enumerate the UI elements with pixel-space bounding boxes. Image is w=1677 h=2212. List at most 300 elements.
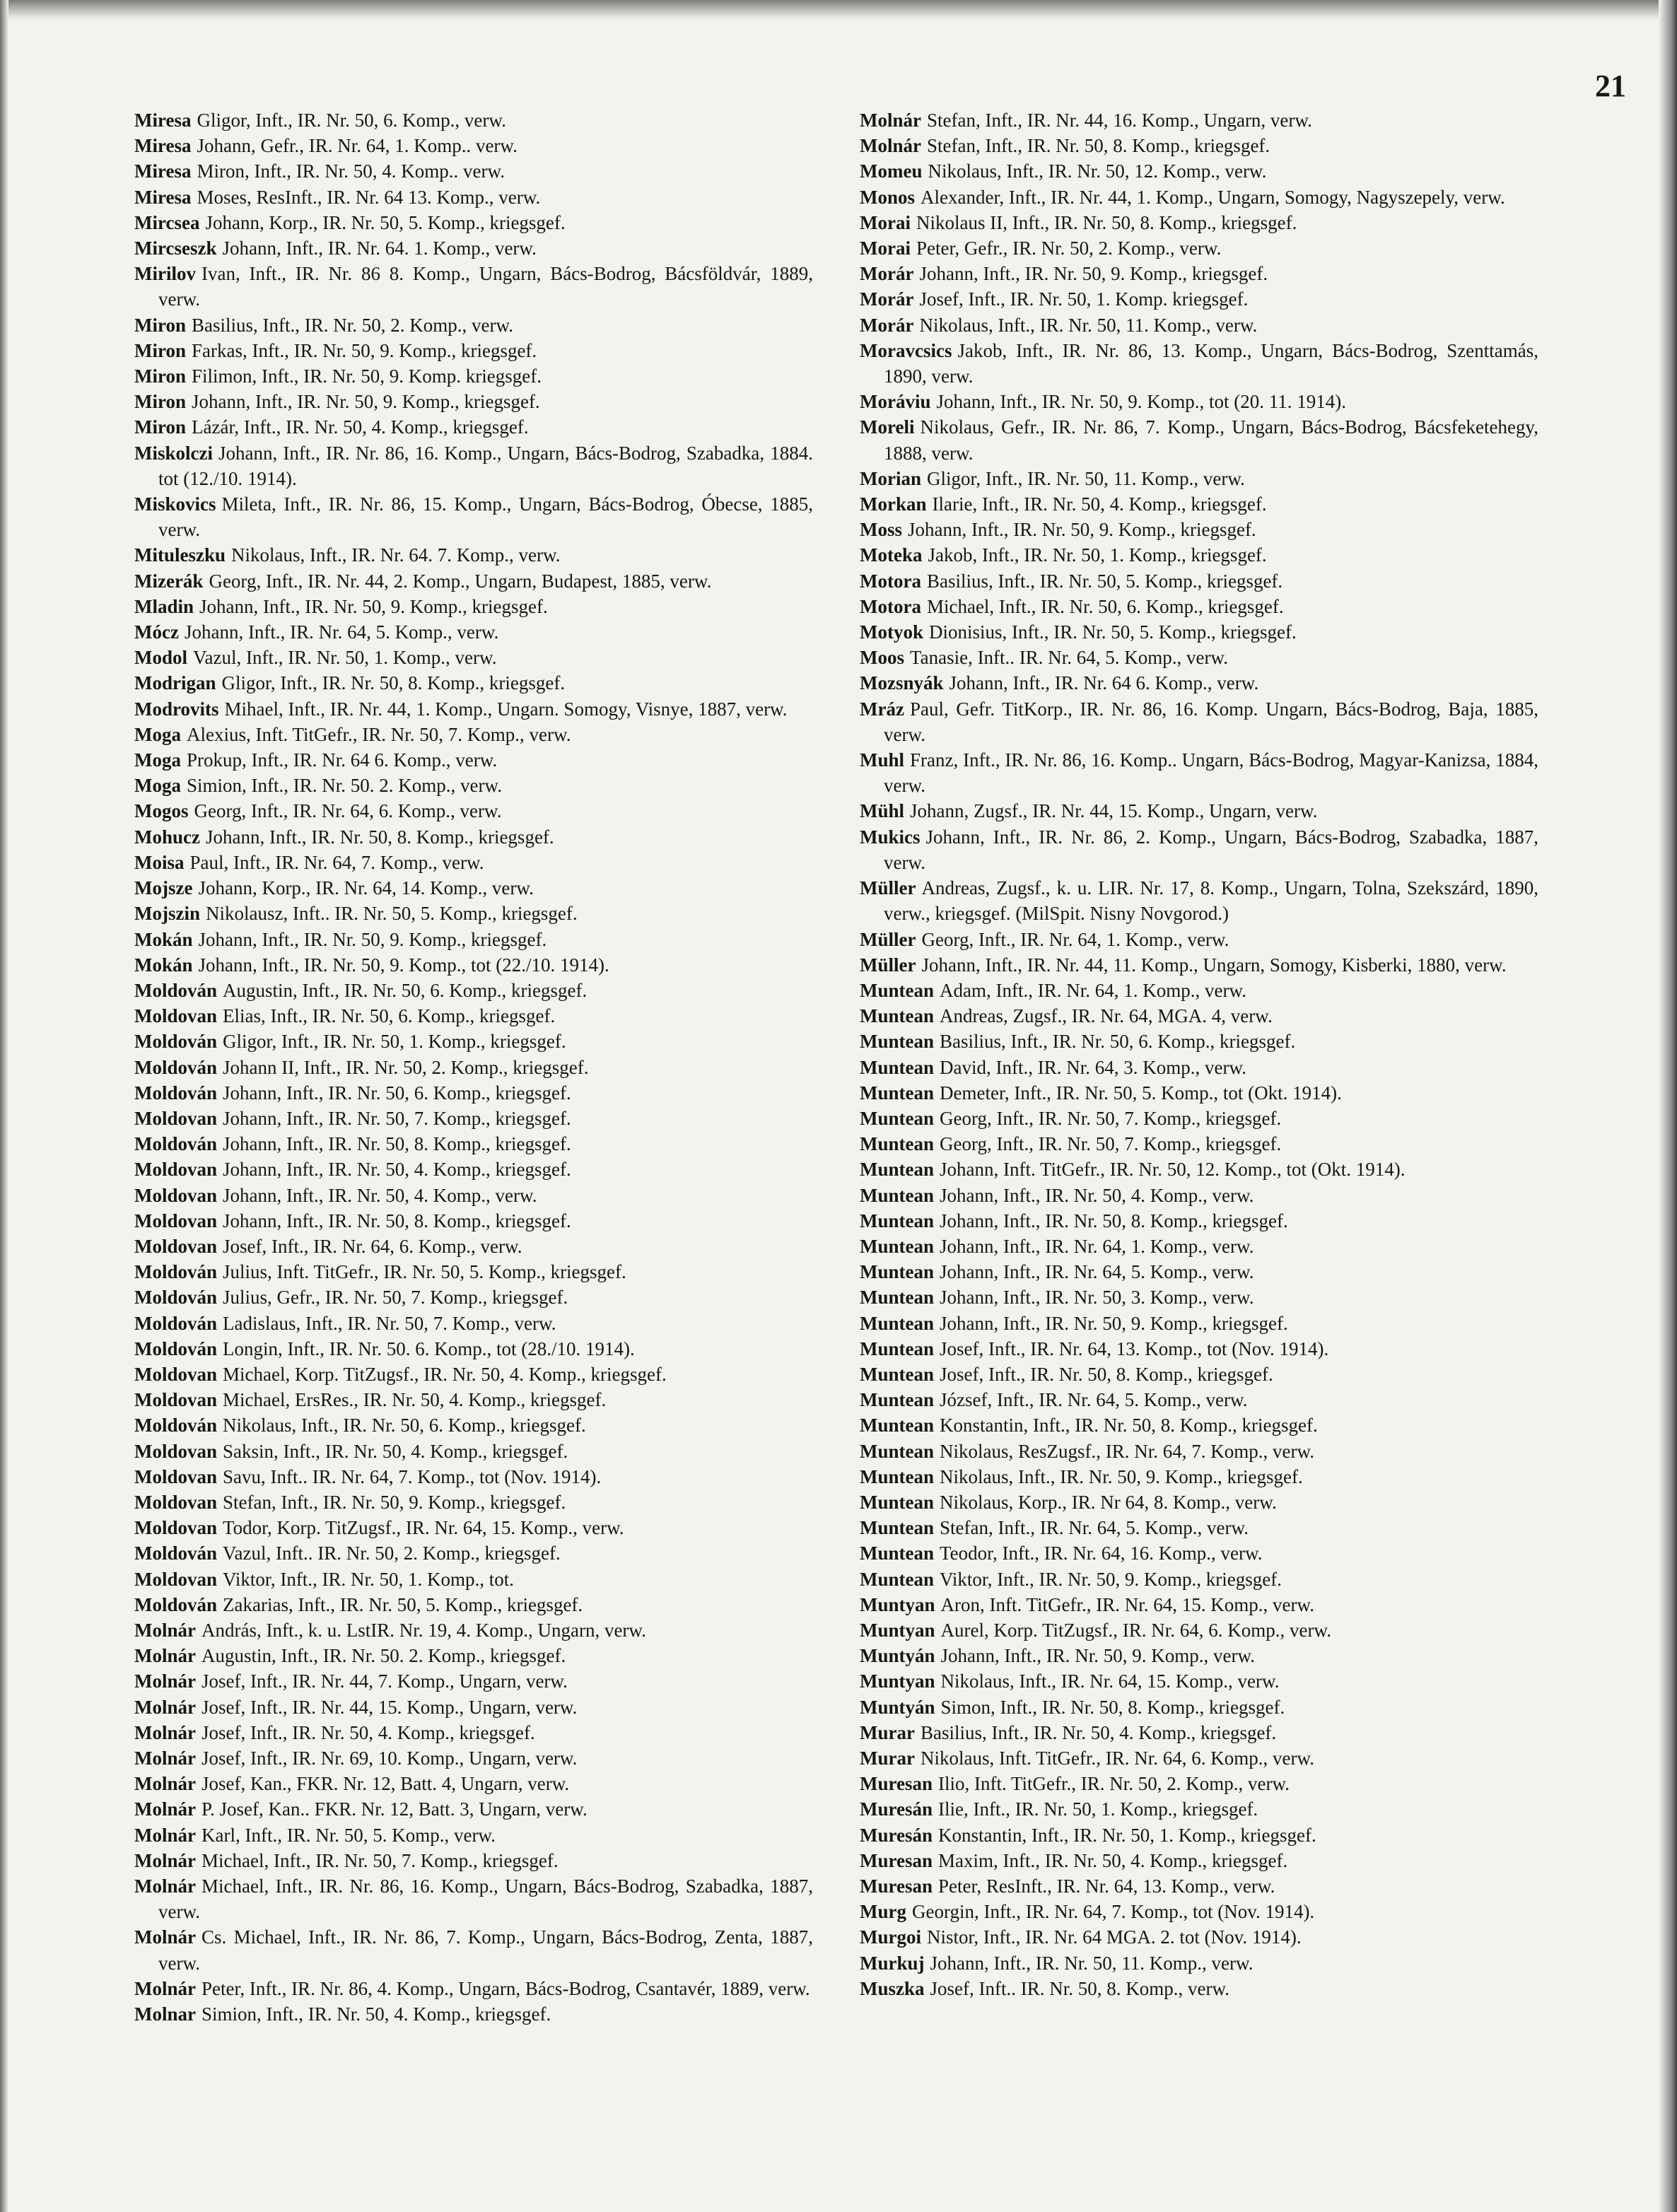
entry-surname: Murar — [860, 1748, 915, 1769]
entry-surname: Mukics — [860, 826, 921, 848]
entry-details: Stefan, Inft., IR. Nr. 50, 9. Komp., kriegsgef. — [223, 1491, 566, 1513]
list-entry — [134, 1490, 813, 1515]
entry-surname: Molnár — [134, 1670, 196, 1692]
entry-details: Georg, Inft., IR. Nr. 50, 7. Komp., kriegsgef. — [940, 1133, 1282, 1155]
entry-surname: Muntean — [860, 1568, 935, 1590]
entry-details: Josef, Inft.. IR. Nr. 50, 8. Komp., verw. — [930, 1977, 1229, 1999]
list-entry — [860, 1567, 1538, 1592]
list-entry — [134, 1183, 813, 1208]
list-entry — [860, 185, 1538, 210]
entry-details: András, Inft., k. u. LstIR. Nr. 19, 4. Komp., Ungarn, verw. — [201, 1619, 646, 1641]
entry-details: Peter, Gefr., IR. Nr. 50, 2. Komp., verw. — [916, 238, 1222, 259]
entry-details: Johann, Inft., IR. Nr. 86, 2. Komp., Ungarn, Bács-Bodrog, Szabadka, 1887, verw. — [884, 826, 1538, 873]
entry-details: Nikolaus, Korp., IR. Nr 64, 8. Komp., verw. — [940, 1491, 1277, 1513]
list-entry — [134, 1515, 813, 1540]
entry-surname: Moldován — [134, 1133, 218, 1155]
list-entry — [860, 1643, 1538, 1668]
list-entry — [860, 1720, 1538, 1745]
list-entry — [134, 824, 813, 850]
entry-details: Aurel, Korp. TitZugsf., IR. Nr. 64, 6. Komp., verw. — [940, 1619, 1332, 1641]
entry-details: Johann, Inft., IR. Nr. 50, 4. Komp., verw. — [223, 1184, 537, 1206]
list-entry — [134, 619, 813, 645]
list-entry — [134, 1157, 813, 1182]
list-entry — [134, 1055, 813, 1080]
list-entry — [134, 594, 813, 619]
entry-details: Johann, Korp., IR. Nr. 64, 14. Komp., verw. — [198, 877, 534, 899]
entry-details: Franz, Inft., IR. Nr. 86, 16. Komp.. Ungarn, Bács-Bodrog, Magyar-Kanizsa, 1884, verw. — [884, 749, 1538, 797]
list-entry — [134, 1464, 813, 1490]
entry-details: Andreas, Zugsf., IR. Nr. 64, MGA. 4, verw. — [940, 1005, 1273, 1027]
list-entry — [860, 1464, 1538, 1490]
entry-surname: Mircsea — [134, 211, 200, 233]
entry-details: Johann, Inft., IR. Nr. 50, 8. Komp., kriegsgef. — [223, 1210, 571, 1231]
entry-surname: Morai — [860, 211, 911, 233]
entry-details: József, Inft., IR. Nr. 64, 5. Komp., verw. — [940, 1389, 1248, 1411]
list-entry — [860, 1976, 1538, 2001]
entry-surname: Momeu — [860, 160, 923, 182]
list-entry — [134, 414, 813, 440]
list-entry — [134, 261, 813, 312]
entry-details: Georg, Inft., IR. Nr. 44, 2. Komp., Ungarn, Budapest, 1885, verw. — [209, 570, 712, 592]
entry-surname: Moldován — [134, 1056, 218, 1078]
list-entry — [134, 773, 813, 798]
entry-surname: Moldovan — [134, 1235, 218, 1257]
list-entry — [134, 1362, 813, 1387]
entry-surname: Motyok — [860, 621, 923, 643]
entry-surname: Molnár — [860, 110, 921, 131]
list-entry — [134, 1643, 813, 1668]
entry-surname: Molnar — [134, 2003, 196, 2025]
entry-details: Gligor, Inft., IR. Nr. 50, 1. Komp., kriegsgef. — [223, 1031, 566, 1053]
list-entry — [134, 542, 813, 568]
entry-surname: Mohucz — [134, 826, 200, 848]
list-entry — [860, 1259, 1538, 1285]
list-entry — [134, 1720, 813, 1745]
list-entry — [860, 1106, 1538, 1131]
entry-surname: Mokán — [134, 928, 193, 950]
entry-surname: Modrigan — [134, 672, 216, 694]
entry-surname: Muntean — [860, 1440, 935, 1462]
entry-details: Nikolaus, Inft., IR. Nr. 50, 11. Komp., verw. — [919, 314, 1258, 336]
entry-surname: Moldovan — [134, 1440, 218, 1462]
scan-left-edge — [0, 0, 8, 2212]
page-number: 21 — [1595, 69, 1626, 103]
list-entry — [860, 1055, 1538, 1080]
entry-details: Andreas, Zugsf., k. u. LIR. Nr. 17, 8. Komp., Ungarn, Tolna, Szekszárd, 1890, verw., kriegsgef. (MilSpit. Nisny Novgorod.) — [884, 877, 1538, 925]
list-entry — [860, 1183, 1538, 1208]
entry-details: Moses, ResInft., IR. Nr. 64 13. Komp., verw. — [197, 186, 541, 208]
entry-details: Stefan, Inft., IR. Nr. 50, 8. Komp., kriegsgef. — [927, 135, 1270, 157]
entry-details: Georg, Inft., IR. Nr. 64, 6. Komp., verw. — [194, 800, 502, 822]
entry-details: Paul, Inft., IR. Nr. 64, 7. Komp., verw. — [189, 851, 484, 873]
list-entry — [860, 542, 1538, 568]
list-entry — [134, 1003, 813, 1029]
list-entry — [860, 1029, 1538, 1054]
entry-details: Johann, Inft., IR. Nr. 64, 5. Komp., verw. — [940, 1261, 1254, 1283]
list-entry — [134, 312, 813, 338]
entry-surname: Moldován — [134, 1543, 218, 1564]
list-entry — [134, 107, 813, 133]
entry-surname: Muntyan — [860, 1593, 935, 1615]
entry-details: Michael, Inft., IR. Nr. 50, 7. Komp., kriegsgef. — [201, 1849, 559, 1871]
entry-details: Johann, Inft., IR. Nr. 50, 8. Komp., kriegsgef. — [205, 826, 554, 848]
entry-surname: Moráviu — [860, 391, 931, 413]
list-entry — [134, 901, 813, 926]
entry-details: Alexander, Inft., IR. Nr. 44, 1. Komp., Ungarn, Somogy, Nagyszepely, verw. — [921, 186, 1505, 208]
entry-surname: Muntean — [860, 1235, 935, 1257]
entry-details: Paul, Gefr. TitKorp., IR. Nr. 86, 16. Komp. Ungarn, Bács-Bodrog, Baja, 1885, verw. — [884, 698, 1538, 745]
entry-surname: Moldován — [134, 1593, 218, 1615]
entry-details: Peter, ResInft., IR. Nr. 64, 13. Komp., verw. — [938, 1875, 1275, 1897]
entry-surname: Murkuj — [860, 1952, 925, 1974]
entry-surname: Mirilov — [134, 263, 196, 285]
list-entry — [134, 210, 813, 235]
list-entry — [860, 1157, 1538, 1182]
entry-surname: Muntean — [860, 1056, 935, 1078]
list-entry — [860, 210, 1538, 235]
entry-details: Ilio, Inft. TitGefr., IR. Nr. 50, 2. Komp., verw. — [938, 1773, 1290, 1795]
list-entry — [860, 1745, 1538, 1771]
entry-details: Vazul, Inft.. IR. Nr. 50, 2. Komp., kriegsgef. — [223, 1543, 561, 1564]
list-entry — [860, 1362, 1538, 1387]
entry-surname: Mócz — [134, 621, 179, 643]
entry-details: Konstantin, Inft., IR. Nr. 50, 1. Komp., kriegsgef. — [938, 1824, 1316, 1846]
entry-details: Johann, Gefr., IR. Nr. 64, 1. Komp.. verw. — [197, 135, 518, 157]
list-entry — [134, 440, 813, 491]
list-entry — [134, 1924, 813, 1975]
entry-surname: Muntean — [860, 1465, 935, 1487]
entry-surname: Mogos — [134, 800, 189, 822]
entry-surname: Muntyán — [860, 1645, 935, 1667]
list-entry — [134, 363, 813, 389]
entry-details: Josef, Inft., IR. Nr. 64, 13. Komp., tot (Nov. 1914). — [940, 1338, 1329, 1359]
entry-surname: Mozsnyák — [860, 672, 944, 694]
entry-details: Michael, ErsRes., IR. Nr. 50, 4. Komp., kriegsgef. — [223, 1389, 607, 1411]
list-entry — [134, 1259, 813, 1285]
list-entry — [860, 1950, 1538, 1976]
entry-details: David, Inft., IR. Nr. 64, 3. Komp., verw. — [940, 1056, 1246, 1078]
entry-details: P. Josef, Kan.. FKR. Nr. 12, Batt. 3, Ungarn, verw. — [201, 1798, 588, 1820]
entry-surname: Muntean — [860, 1287, 935, 1309]
entry-details: Adam, Inft., IR. Nr. 64, 1. Komp., verw. — [940, 979, 1246, 1001]
list-entry — [860, 1336, 1538, 1362]
list-entry — [860, 414, 1538, 465]
entry-surname: Mokán — [134, 954, 193, 976]
list-entry — [134, 1311, 813, 1336]
entry-details: Josef, Inft., IR. Nr. 64, 6. Komp., verw. — [223, 1235, 522, 1257]
entry-details: Stefan, Inft., IR. Nr. 44, 16. Komp., Ungarn, verw. — [927, 110, 1312, 131]
entry-surname: Miron — [134, 416, 186, 438]
list-entry — [134, 1387, 813, 1412]
entry-details: Miron, Inft., IR. Nr. 50, 4. Komp.. verw. — [197, 160, 505, 182]
entry-surname: Moldován — [134, 1287, 218, 1309]
entry-details: Maxim, Inft., IR. Nr. 50, 4. Komp., kriegsgef. — [938, 1849, 1288, 1871]
entry-details: Josef, Inft., IR. Nr. 50, 8. Komp., kriegsgef. — [940, 1363, 1273, 1385]
list-entry — [860, 1234, 1538, 1259]
entry-surname: Moldovan — [134, 1210, 218, 1231]
entry-details: Johann, Inft., IR. Nr. 50, 8. Komp., kriegsgef. — [940, 1210, 1288, 1231]
entry-details: Johann, Inft., IR. Nr. 50, 9. Komp., kriegsgef. — [199, 595, 548, 617]
entry-details: Simion, Inft., IR. Nr. 50. 2. Komp., verw. — [186, 775, 502, 797]
entry-details: Basilius, Inft., IR. Nr. 50, 5. Komp., kriegsgef. — [926, 570, 1283, 592]
entry-surname: Muntean — [860, 1082, 935, 1104]
entry-details: Savu, Inft.. IR. Nr. 64, 7. Komp., tot (Nov. 1914). — [223, 1465, 602, 1487]
entry-details: Georg, Inft., IR. Nr. 64, 1. Komp., verw. — [921, 928, 1229, 950]
list-entry — [134, 722, 813, 747]
list-entry — [134, 1848, 813, 1873]
entry-surname: Muntyan — [860, 1619, 935, 1641]
entry-details: Johann, Inft., IR. Nr. 50, 4. Komp., kriegsgef. — [223, 1159, 571, 1181]
list-entry — [134, 1208, 813, 1234]
entry-details: Johann, Inft., IR. Nr. 50, 9. Komp., verw. — [940, 1645, 1255, 1667]
entry-details: Alexius, Inft. TitGefr., IR. Nr. 50, 7. Komp., verw. — [186, 723, 571, 745]
list-entry — [860, 1131, 1538, 1157]
entry-surname: Moldovan — [134, 1389, 218, 1411]
entry-details: Simon, Inft., IR. Nr. 50, 8. Komp., kriegsgef. — [940, 1696, 1285, 1718]
list-entry — [860, 645, 1538, 670]
list-entry — [860, 1515, 1538, 1540]
scan-top-edge — [0, 0, 1677, 20]
list-entry — [134, 952, 813, 978]
list-entry — [860, 978, 1538, 1003]
list-entry — [860, 1439, 1538, 1464]
list-entry — [860, 1311, 1538, 1336]
entry-surname: Muntean — [860, 1338, 935, 1359]
list-entry — [860, 1668, 1538, 1694]
entry-surname: Mojsze — [134, 877, 193, 899]
entry-surname: Moteka — [860, 544, 923, 566]
entry-surname: Muszka — [860, 1977, 925, 1999]
list-entry — [860, 1540, 1538, 1566]
entry-details: Nikolaus, Gefr., IR. Nr. 86, 7. Komp., Ungarn, Bács-Bodrog, Bácsfeketehegy, 1888, verw. — [884, 416, 1538, 464]
entry-details: Josef, Inft., IR. Nr. 50, 4. Komp., kriegsgef. — [201, 1721, 535, 1743]
list-entry — [134, 1285, 813, 1310]
list-entry — [134, 338, 813, 363]
entry-details: Mileta, Inft., IR. Nr. 86, 15. Komp., Ungarn, Bács-Bodrog, Óbecse, 1885, verw. — [158, 493, 813, 541]
list-entry — [860, 1592, 1538, 1617]
list-entry — [134, 1668, 813, 1694]
list-entry — [134, 850, 813, 875]
entry-details: Johann, Inft., IR. Nr. 50, 4. Komp., verw. — [940, 1184, 1254, 1206]
entry-surname: Molnár — [134, 1645, 196, 1667]
entry-surname: Muntean — [860, 1312, 935, 1334]
entry-details: Zakarias, Inft., IR. Nr. 50, 5. Komp., kriegsgef. — [223, 1593, 583, 1615]
list-entry — [134, 1771, 813, 1796]
entry-surname: Molnár — [860, 135, 921, 157]
list-entry — [860, 1695, 1538, 1720]
entry-details: Georg, Inft., IR. Nr. 50, 7. Komp., kriegsgef. — [940, 1107, 1282, 1129]
entry-details: Michael, Inft., IR. Nr. 50, 6. Komp., kriegsgef. — [926, 595, 1284, 617]
list-entry — [860, 466, 1538, 491]
entry-surname: Mladin — [134, 595, 194, 617]
list-entry — [134, 185, 813, 210]
list-entry — [860, 158, 1538, 184]
entry-details: Viktor, Inft., IR. Nr. 50, 9. Komp., kriegsgef. — [940, 1568, 1282, 1590]
entry-details: Johann, Inft., IR. Nr. 50, 6. Komp., kriegsgef. — [223, 1082, 571, 1104]
entry-surname: Morkan — [860, 493, 927, 515]
list-entry — [860, 491, 1538, 517]
list-entry — [134, 1873, 813, 1924]
entry-surname: Moldován — [134, 1261, 218, 1283]
entry-details: Michael, Inft., IR. Nr. 86, 16. Komp., Ungarn, Bács-Bodrog, Szabadka, 1887, verw. — [158, 1875, 813, 1923]
entry-surname: Moga — [134, 723, 181, 745]
entry-surname: Miresa — [134, 135, 192, 157]
list-entry — [860, 670, 1538, 696]
entry-surname: Morár — [860, 288, 914, 310]
entry-surname: Molnár — [134, 1721, 196, 1743]
entry-surname: Müller — [860, 954, 916, 976]
list-entry — [134, 696, 813, 722]
entry-details: Gligor, Inft., IR. Nr. 50, 6. Komp., verw. — [197, 110, 506, 131]
entry-surname: Miresa — [134, 186, 192, 208]
entry-details: Johann, Inft., IR. Nr. 50, 11. Komp., verw. — [930, 1952, 1254, 1974]
entry-surname: Muntean — [860, 1543, 935, 1564]
entry-details: Nikolaus, ResZugsf., IR. Nr. 64, 7. Komp., verw. — [940, 1440, 1314, 1462]
list-entry — [134, 670, 813, 696]
entry-details: Johann, Inft., IR. Nr. 50, 8. Komp., kriegsgef. — [223, 1133, 571, 1155]
entry-details: Stefan, Inft., IR. Nr. 64, 5. Komp., verw. — [940, 1517, 1249, 1539]
left-column — [134, 107, 813, 2027]
entry-surname: Moldovan — [134, 1517, 218, 1539]
entry-surname: Miskovics — [134, 493, 216, 515]
entry-details: Georgin, Inft., IR. Nr. 64, 7. Komp., tot (Nov. 1914). — [911, 1901, 1315, 1923]
right-column — [860, 107, 1538, 2001]
entry-surname: Moisa — [134, 851, 185, 873]
entry-surname: Molnár — [134, 1926, 196, 1948]
list-entry — [134, 927, 813, 952]
list-entry — [134, 645, 813, 670]
entry-details: Longin, Inft., IR. Nr. 50. 6. Komp., tot (28./10. 1914). — [223, 1338, 635, 1359]
entry-details: Nikolausz, Inft.. IR. Nr. 50, 5. Komp., kriegsgef. — [205, 903, 578, 925]
entry-details: Nikolaus, Inft., IR. Nr. 64. 7. Komp., verw. — [231, 544, 561, 566]
entry-surname: Muntean — [860, 1517, 935, 1539]
entry-surname: Mráz — [860, 698, 904, 720]
list-entry — [860, 1822, 1538, 1848]
list-entry — [134, 1822, 813, 1848]
entry-surname: Molnár — [134, 1696, 196, 1718]
list-entry — [860, 1080, 1538, 1106]
entry-surname: Moldovan — [134, 1465, 218, 1487]
entry-surname: Müller — [860, 928, 916, 950]
scan-right-edge — [1659, 0, 1677, 2212]
entry-details: Michael, Korp. TitZugsf., IR. Nr. 50, 4. Komp., kriegsgef. — [223, 1363, 667, 1385]
list-entry — [860, 824, 1538, 875]
entry-surname: Modrovits — [134, 698, 219, 720]
list-entry — [860, 1771, 1538, 1796]
entry-details: Nikolaus, Inft., IR. Nr. 50, 6. Komp., kriegsgef. — [223, 1415, 586, 1436]
entry-surname: Morár — [860, 263, 914, 285]
list-entry — [860, 286, 1538, 312]
entry-details: Julius, Inft. TitGefr., IR. Nr. 50, 5. Komp., kriegsgef. — [223, 1261, 626, 1283]
entry-details: Simion, Inft., IR. Nr. 50, 4. Komp., kriegsgef. — [201, 2003, 551, 2025]
list-entry — [134, 1617, 813, 1643]
list-entry — [860, 235, 1538, 261]
entry-details: Mihael, Inft., IR. Nr. 44, 1. Komp., Ungarn. Somogy, Visnye, 1887, verw. — [224, 698, 788, 720]
list-entry — [134, 1976, 813, 2001]
entry-surname: Muntean — [860, 1363, 935, 1385]
list-entry — [860, 389, 1538, 414]
entry-details: Basilius, Inft., IR. Nr. 50, 6. Komp., kriegsgef. — [940, 1031, 1296, 1053]
entry-surname: Mituleszku — [134, 544, 226, 566]
list-entry — [860, 338, 1538, 389]
entry-details: Johann, Inft., IR. Nr. 44, 11. Komp., Ungarn, Somogy, Kisberki, 1880, verw. — [921, 954, 1507, 976]
entry-details: Johann, Inft., IR. Nr. 50, 7. Komp., kriegsgef. — [223, 1107, 571, 1129]
entry-details: Josef, Kan., FKR. Nr. 12, Batt. 4, Ungarn, verw. — [201, 1773, 570, 1795]
entry-details: Julius, Gefr., IR. Nr. 50, 7. Komp., kriegsgef. — [223, 1287, 568, 1309]
list-entry — [860, 1796, 1538, 1822]
entry-details: Johann, Inft., IR. Nr. 50, 3. Komp., verw. — [940, 1287, 1254, 1309]
list-entry — [860, 1848, 1538, 1873]
entry-surname: Miron — [134, 339, 186, 361]
list-entry — [134, 1540, 813, 1566]
entry-details: Nikolaus II, Inft., IR. Nr. 50, 8. Komp., kriegsgef. — [916, 211, 1297, 233]
entry-surname: Moldován — [134, 1338, 218, 1359]
entry-details: Johann, Inft., IR. Nr. 86, 16. Komp., Ungarn, Bács-Bodrog, Szabadka, 1884. tot (12./10. 1914). — [158, 442, 813, 489]
entry-surname: Moldovan — [134, 1363, 218, 1385]
list-entry — [860, 594, 1538, 619]
entry-surname: Molnár — [134, 1619, 196, 1641]
entry-surname: Miresa — [134, 110, 192, 131]
list-entry — [860, 798, 1538, 824]
entry-surname: Muntean — [860, 1261, 935, 1283]
list-entry — [134, 1567, 813, 1592]
list-entry — [860, 133, 1538, 158]
entry-details: Johann, Inft., IR. Nr. 50, 9. Komp., kriegsgef. — [940, 1312, 1288, 1334]
entry-details: Ladislaus, Inft., IR. Nr. 50, 7. Komp., verw. — [223, 1312, 556, 1334]
entry-surname: Miron — [134, 365, 186, 387]
entry-details: Farkas, Inft., IR. Nr. 50, 9. Komp., kriegsgef. — [192, 339, 537, 361]
entry-surname: Muntean — [860, 1133, 935, 1155]
entry-surname: Muresan — [860, 1773, 933, 1795]
entry-details: Johann, Inft., IR. Nr. 64. 1. Komp., verw. — [222, 238, 537, 259]
entry-details: Johann, Inft., IR. Nr. 64, 1. Komp., verw. — [940, 1235, 1254, 1257]
entry-surname: Muntean — [860, 1415, 935, 1436]
entry-surname: Morai — [860, 238, 911, 259]
entry-details: Johann, Inft., IR. Nr. 50, 9. Komp., tot (20. 11. 1914). — [936, 391, 1346, 413]
entry-details: Johann, Inft., IR. Nr. 50, 9. Komp., kriegsgef. — [192, 391, 540, 413]
entry-details: Viktor, Inft., IR. Nr. 50, 1. Komp., tot. — [223, 1568, 515, 1590]
entry-details: Nikolaus, Inft. TitGefr., IR. Nr. 64, 6. Komp., verw. — [920, 1748, 1314, 1769]
entry-surname: Muntean — [860, 1031, 935, 1053]
entry-details: Augustin, Inft., IR. Nr. 50. 2. Komp., kriegsgef. — [201, 1645, 566, 1667]
entry-details: Aron, Inft. TitGefr., IR. Nr. 64, 15. Komp., verw. — [940, 1593, 1315, 1615]
entry-details: Josef, Inft., IR. Nr. 50, 1. Komp. kriegsgef. — [919, 288, 1249, 310]
list-entry — [134, 1029, 813, 1054]
entry-surname: Moga — [134, 775, 181, 797]
entry-surname: Muntean — [860, 979, 935, 1001]
list-entry — [860, 1873, 1538, 1899]
entry-details: Johann II, Inft., IR. Nr. 50, 2. Komp., kriegsgef. — [223, 1056, 589, 1078]
list-entry — [860, 517, 1538, 542]
list-entry — [134, 235, 813, 261]
list-entry — [134, 491, 813, 542]
entry-details: Augustin, Inft., IR. Nr. 50, 6. Komp., kriegsgef. — [223, 979, 588, 1001]
entry-details: Cs. Michael, Inft., IR. Nr. 86, 7. Komp., Ungarn, Bács-Bodrog, Zenta, 1887, verw. — [158, 1926, 813, 1974]
list-entry — [134, 1412, 813, 1438]
entry-surname: Moldován — [134, 979, 218, 1001]
list-entry — [860, 952, 1538, 978]
list-entry — [860, 619, 1538, 645]
entry-surname: Moss — [860, 519, 902, 541]
entry-details: Todor, Korp. TitZugsf., IR. Nr. 64, 15. Komp., verw. — [223, 1517, 624, 1539]
list-entry — [134, 978, 813, 1003]
list-entry — [134, 2001, 813, 2027]
list-entry — [134, 875, 813, 901]
list-entry — [860, 1924, 1538, 1950]
entry-details: Peter, Inft., IR. Nr. 86, 4. Komp., Ungarn, Bács-Bodrog, Csantavér, 1889, verw. — [201, 1977, 810, 1999]
list-entry — [860, 568, 1538, 594]
list-entry — [134, 1695, 813, 1720]
